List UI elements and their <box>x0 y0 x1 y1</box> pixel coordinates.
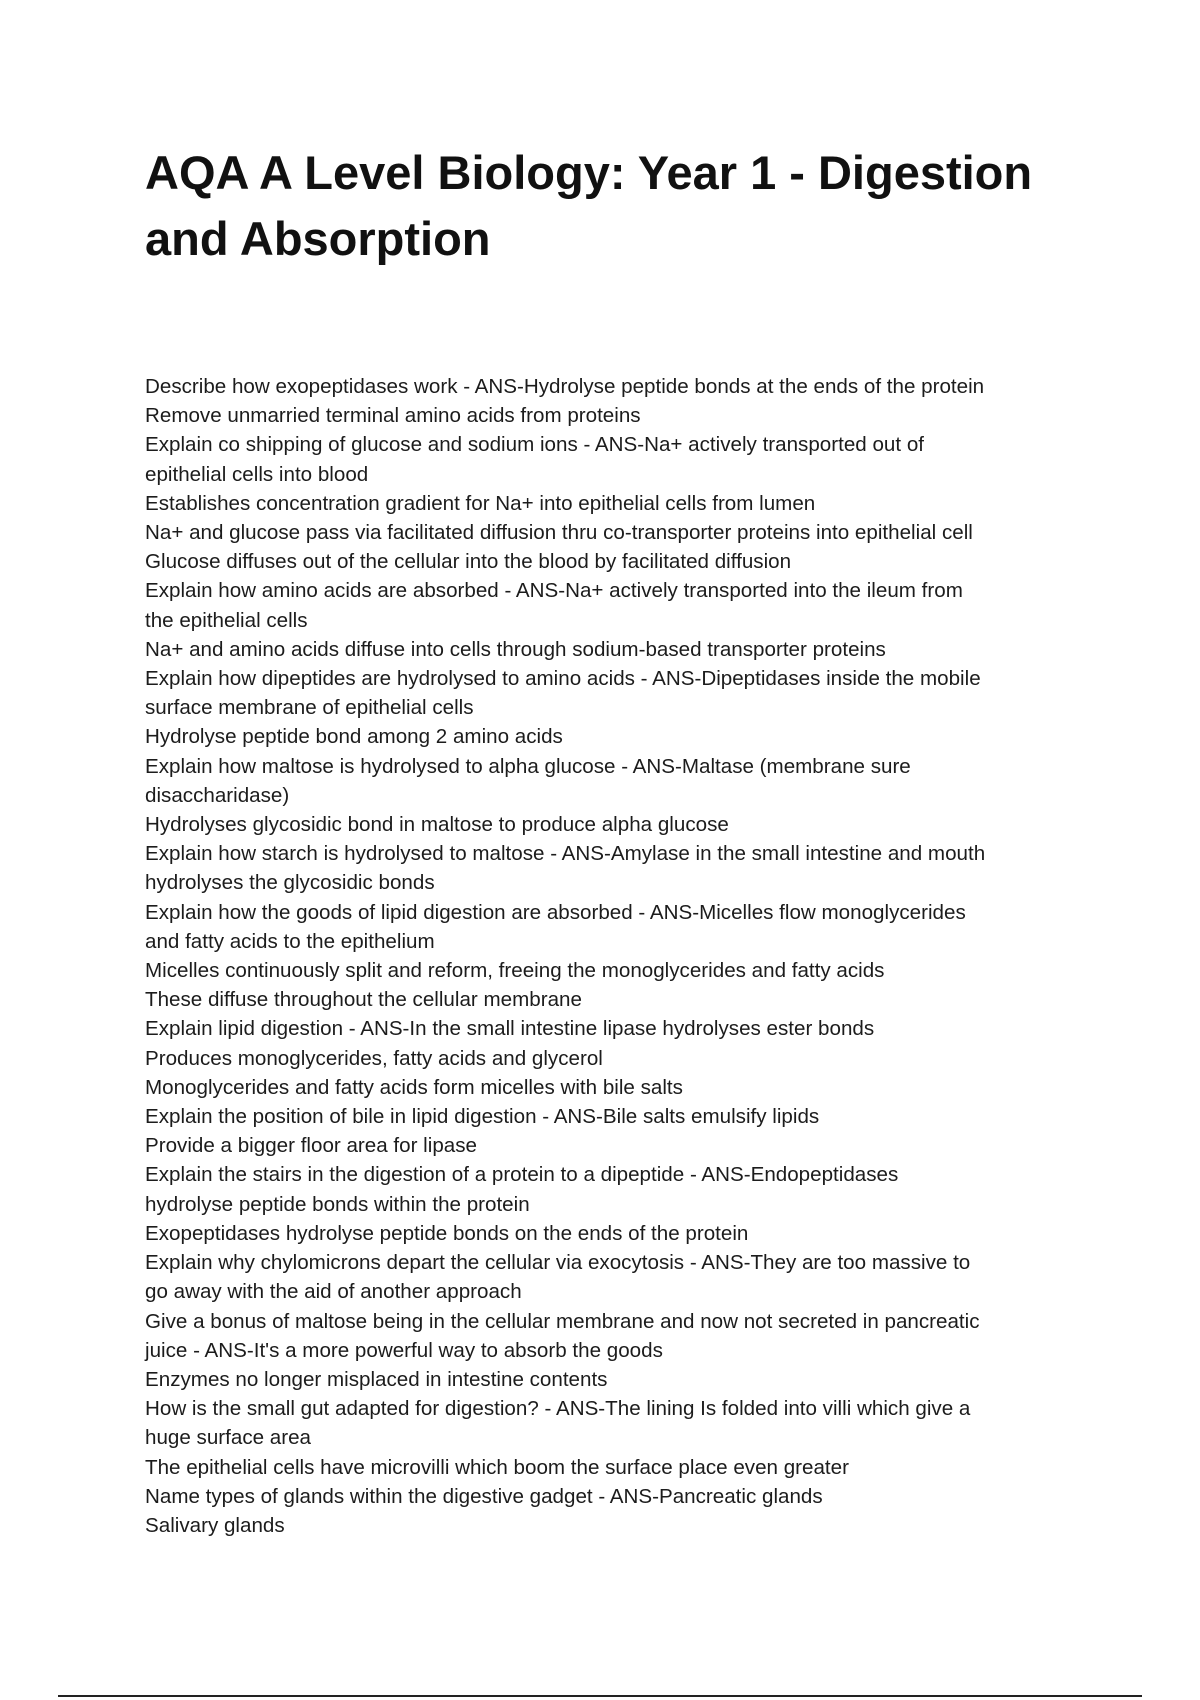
text-line: huge surface area <box>145 1426 312 1450</box>
text-line: Explain the position of bile in lipid digestion - ANS-Bile salts emulsify lipids <box>145 1105 820 1129</box>
text-line: Name types of glands within the digestive gadget - ANS-Pancreatic glands <box>145 1484 823 1508</box>
text-line: Hydrolyse peptide bond among 2 amino acids <box>145 725 563 749</box>
text-line: Explain co shipping of glucose and sodium ions - ANS-Na+ actively transported out of <box>145 433 924 457</box>
text-line: hydrolyse peptide bonds within the protein <box>145 1192 530 1216</box>
page-title <box>145 140 1075 272</box>
text-line: Exopeptidases hydrolyse peptide bonds on the ends of the protein <box>145 1221 749 1245</box>
text-line: surface membrane of epithelial cells <box>145 696 474 720</box>
text-line: go away with the aid of another approach <box>145 1280 522 1304</box>
footer-divider <box>58 1695 1142 1697</box>
title-line: and Absorption <box>145 212 491 265</box>
text-line: juice - ANS-It's a more powerful way to absorb the goods <box>145 1338 663 1362</box>
text-line: Explain how maltose is hydrolysed to alpha glucose - ANS-Maltase (membrane sure <box>145 754 911 778</box>
title-line: AQA A Level Biology: Year 1 - Digestion <box>145 146 1033 199</box>
text-line: Hydrolyses glycosidic bond in maltose to produce alpha glucose <box>145 813 729 837</box>
text-line: Explain why chylomicrons depart the cellular via exocytosis - ANS-They are too massive to <box>145 1251 971 1275</box>
text-line: Na+ and amino acids diffuse into cells through sodium-based transporter proteins <box>145 637 886 661</box>
text-line: The epithelial cells have microvilli which boom the surface place even greater <box>145 1455 849 1479</box>
text-line: Describe how exopeptidases work - ANS-Hydrolyse peptide bonds at the ends of the protein <box>145 375 985 398</box>
text-line: Glucose diffuses out of the cellular into the blood by facilitated diffusion <box>145 550 792 574</box>
text-line: disaccharidase) <box>145 783 290 807</box>
text-line: Monoglycerides and fatty acids form micelles with bile salts <box>145 1075 683 1099</box>
text-line: Enzymes no longer misplaced in intestine contents <box>145 1367 608 1391</box>
text-line: These diffuse throughout the cellular membrane <box>145 988 582 1012</box>
text-line: Establishes concentration gradient for Na+ into epithelial cells from lumen <box>145 491 816 515</box>
text-line: Explain how the goods of lipid digestion are absorbed - ANS-Micelles flow monoglycerides <box>145 900 966 924</box>
text-line: Explain the stairs in the digestion of a protein to a dipeptide - ANS-Endopeptidases <box>145 1163 899 1187</box>
document-body <box>145 372 1075 1540</box>
text-line: Micelles continuously split and reform, freeing the monoglycerides and fatty acids <box>145 959 885 983</box>
text-line: Provide a bigger floor area for lipase <box>145 1134 477 1158</box>
text-line: How is the small gut adapted for digestion? - ANS-The lining Is folded into villi which give a <box>145 1397 971 1421</box>
text-line: Explain lipid digestion - ANS-In the small intestine lipase hydrolyses ester bonds <box>145 1017 875 1041</box>
text-line: Produces monoglycerides, fatty acids and glycerol <box>145 1046 603 1070</box>
text-line: Na+ and glucose pass via facilitated diffusion thru co-transporter proteins into epithelial cell <box>145 521 973 545</box>
text-line: Explain how amino acids are absorbed - ANS-Na+ actively transported into the ileum from <box>145 579 963 603</box>
text-line: Explain how starch is hydrolysed to maltose - ANS-Amylase in the small intestine and mouth <box>145 842 986 866</box>
text-line: Salivary glands <box>145 1513 285 1537</box>
text-line: epithelial cells into blood <box>145 462 369 486</box>
text-line: and fatty acids to the epithelium <box>145 929 435 953</box>
text-line: Remove unmarried terminal amino acids from proteins <box>145 404 641 428</box>
text-line: hydrolyses the glycosidic bonds <box>145 871 435 895</box>
text-line: the epithelial cells <box>145 608 308 632</box>
text-line: Give a bonus of maltose being in the cellular membrane and now not secreted in pancreatic <box>145 1309 980 1333</box>
text-line: Explain how dipeptides are hydrolysed to amino acids - ANS-Dipeptidases inside the mobile <box>145 667 981 691</box>
